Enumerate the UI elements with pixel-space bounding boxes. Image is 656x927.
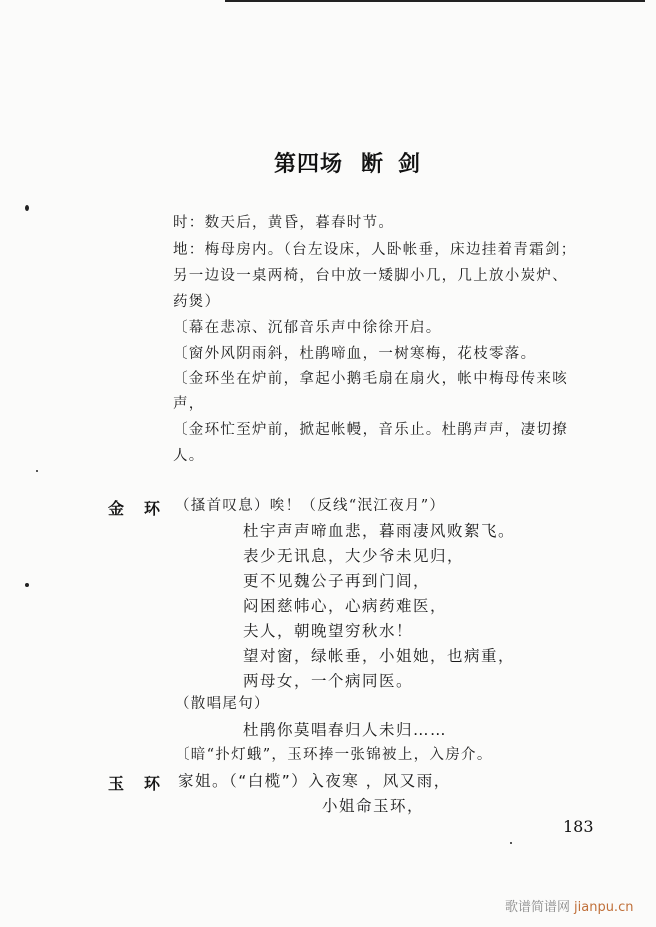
- yuhuan-line: 小姐命玉环，: [322, 797, 425, 815]
- lyric-line: 望对窗，绿帐垂，小姐她，也病重，: [243, 647, 516, 665]
- speaker-yuhuan: [108, 771, 160, 794]
- speaker-jinhuan: [108, 496, 160, 519]
- top-border-line: [225, 0, 645, 2]
- page-number: 183: [563, 817, 594, 836]
- stage-direction: 〔幕在悲凉、沉郁音乐声中徐徐开启。: [173, 320, 442, 336]
- watermark-cn: 歌谱简谱网: [505, 900, 571, 915]
- lyric-line: 夫人，朝晚望穷秋水！: [243, 622, 414, 640]
- final-lyric-line: 杜鹃你莫唱春归人未归……: [243, 721, 448, 739]
- place-direction: 地：梅母房内。（台左设床，人卧帐垂，床边挂着青霜剑；: [173, 242, 577, 258]
- scan-speck: [25, 205, 29, 211]
- place-direction-cont: 另一边设一桌两椅，台中放一矮脚小几，几上放小炭炉、: [173, 268, 568, 284]
- lyric-line: 杜宇声声啼血悲，暮雨凄风败絮飞。: [243, 522, 516, 540]
- watermark-en: jianpu.cn: [574, 900, 634, 915]
- time-direction: 时：数天后，黄昏，暮春时节。: [173, 215, 395, 231]
- lyric-line: 更不见魏公子再到门闾，: [243, 572, 431, 590]
- speaker-char: 环: [144, 774, 161, 793]
- yuhuan-line: 家姐。（“白榄”）入夜寒 ，风又雨，: [178, 772, 451, 790]
- stage-direction-cont: 声，: [173, 396, 205, 412]
- jinhuan-intro: （搔首叹息）唉！（反线“泯江夜月”）: [175, 498, 446, 514]
- stage-direction: 〔窗外风阴雨斜，杜鹃啼血，一树寒梅，花枝零落。: [173, 346, 537, 362]
- scan-speck: [25, 583, 29, 587]
- lyric-line: 表少无讯息，大少爷未见归，: [243, 547, 465, 565]
- watermark: [505, 896, 633, 915]
- scene-name-1: 断: [361, 152, 385, 177]
- scene-number: 第四场: [274, 152, 344, 177]
- lyric-line: 两母女，一个病同医。: [243, 672, 414, 690]
- stage-direction-entrance: 〔暗“扑灯蛾”，玉环捧一张锦被上，入房介。: [175, 747, 493, 763]
- speaker-char: 金: [108, 499, 125, 518]
- scan-speck: [510, 842, 512, 844]
- scene-title: [274, 147, 421, 178]
- scan-speck: [36, 470, 38, 472]
- lyric-line: 闷困慈帏心，心病药难医，: [243, 597, 448, 615]
- speaker-char: 环: [144, 499, 161, 518]
- stage-direction-cont: 人。: [173, 448, 205, 464]
- place-direction-end: 药煲）: [173, 294, 221, 310]
- singing-cue: （散唱尾句）: [175, 696, 270, 712]
- speaker-char: 玉: [108, 774, 125, 793]
- scene-name-2: 剑: [398, 152, 422, 177]
- stage-direction: 〔金环忙至炉前，掀起帐幔，音乐止。杜鹃声声，凄切撩: [173, 422, 568, 438]
- stage-direction: 〔金环坐在炉前，拿起小鹅毛扇在扇火，帐中梅母传来咳: [173, 371, 568, 387]
